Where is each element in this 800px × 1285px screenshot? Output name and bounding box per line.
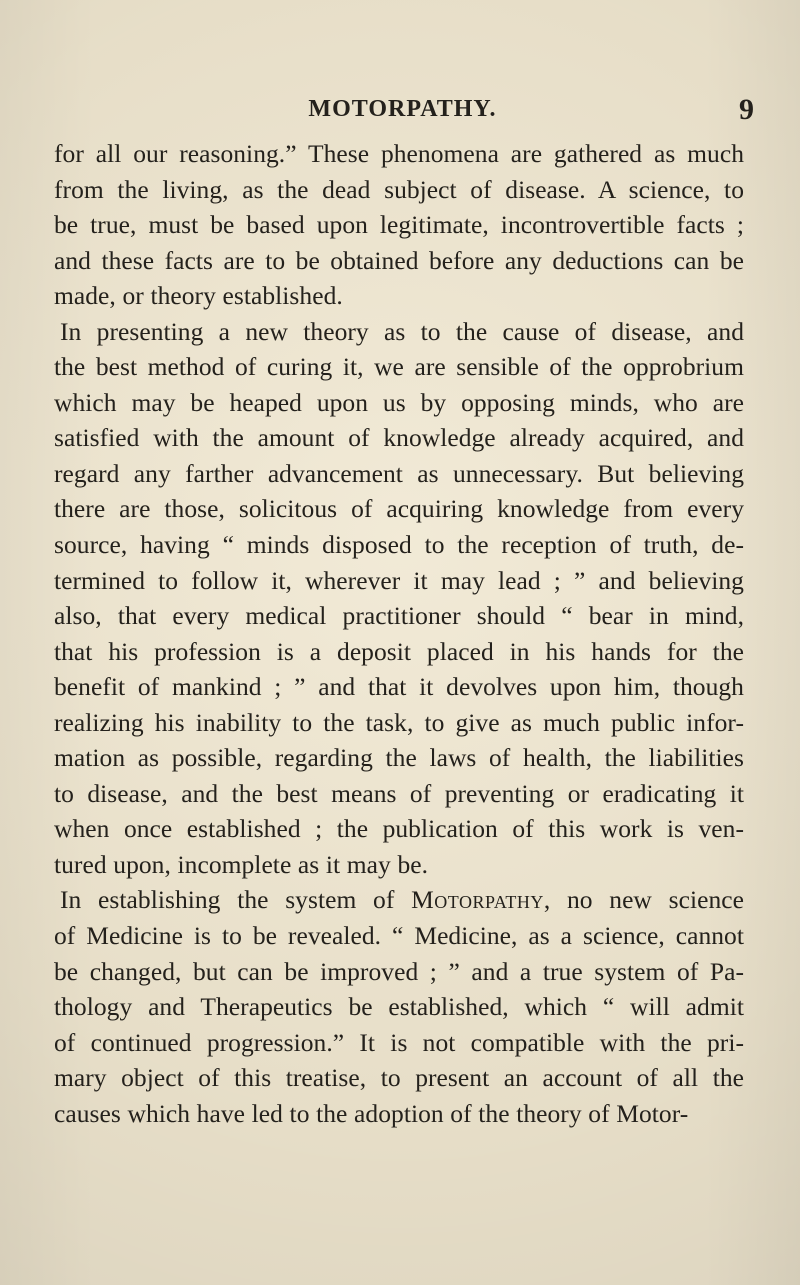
text-line: also, that every medical practitioner should “ bear in mind, <box>54 601 744 631</box>
text-line: termined to follow it, wherever it may lead ; ” and believing <box>54 565 744 595</box>
text-line: of Medicine is to be revealed. “ Medicine, as a science, cannot <box>54 921 744 951</box>
running-head <box>0 94 800 130</box>
text-line: to disease, and the best means of preventing or eradicating it <box>54 778 744 808</box>
text-line: when once established ; the publication of this work is ven- <box>54 814 744 844</box>
text-line: for all our reasoning.” These phenomena are gathered as much <box>54 139 744 168</box>
text-line: tured upon, incomplete as it may be. <box>54 849 429 879</box>
text-line: In presenting a new theory as to the cause of disease, and <box>60 316 744 346</box>
text-line: be true, must be based upon legitimate, incontrovertible facts ; <box>54 210 744 240</box>
text-line: that his profession is a deposit placed in his hands for the <box>54 636 744 666</box>
text-line: which may be heaped upon us by opposing minds, who are <box>54 387 744 417</box>
text-line: of continued progression.” It is not compatible with the pri- <box>54 1027 744 1057</box>
text-line: benefit of mankind ; ” and that it devolves upon him, though <box>54 672 744 702</box>
text-line: source, having “ minds disposed to the reception of truth, de- <box>54 530 744 560</box>
text-line-end: , no new science <box>543 885 744 915</box>
text-line: from the living, as the dead subject of disease. A science, to <box>54 174 744 204</box>
text-line: satisfied with the amount of knowledge already acquired, and <box>54 423 744 453</box>
motorpathy-smallcaps: Motorpathy <box>411 885 544 915</box>
text-line: be changed, but can be improved ; ” and a true system of Pa- <box>54 956 744 986</box>
text-line-start: In establishing the system of <box>60 885 412 915</box>
text-line-with-smallcaps <box>54 882 744 918</box>
text-line: mary object of this treatise, to present an account of all the <box>54 1063 744 1093</box>
text-line: causes which have led to the adoption of the theory of Motor- <box>54 1098 689 1128</box>
text-line: there are those, solicitous of acquiring knowledge from every <box>54 494 744 524</box>
text-line: realizing his inability to the task, to give as much public infor- <box>54 707 744 737</box>
text-line: the best method of curing it, we are sensible of the opprobrium <box>54 352 744 382</box>
text-line: regard any farther advancement as unnecessary. But believing <box>54 458 744 488</box>
text-line: mation as possible, regarding the laws of health, the liabilities <box>54 743 744 773</box>
text-line: made, or theory established. <box>54 281 343 311</box>
text-line: thology and Therapeutics be established, which “ will admit <box>54 992 744 1022</box>
text-line: and these facts are to be obtained before any deductions can be <box>54 245 744 275</box>
body-text <box>54 136 744 1131</box>
page-number: 9 <box>739 93 754 126</box>
running-title: MOTORPATHY. <box>308 96 497 122</box>
